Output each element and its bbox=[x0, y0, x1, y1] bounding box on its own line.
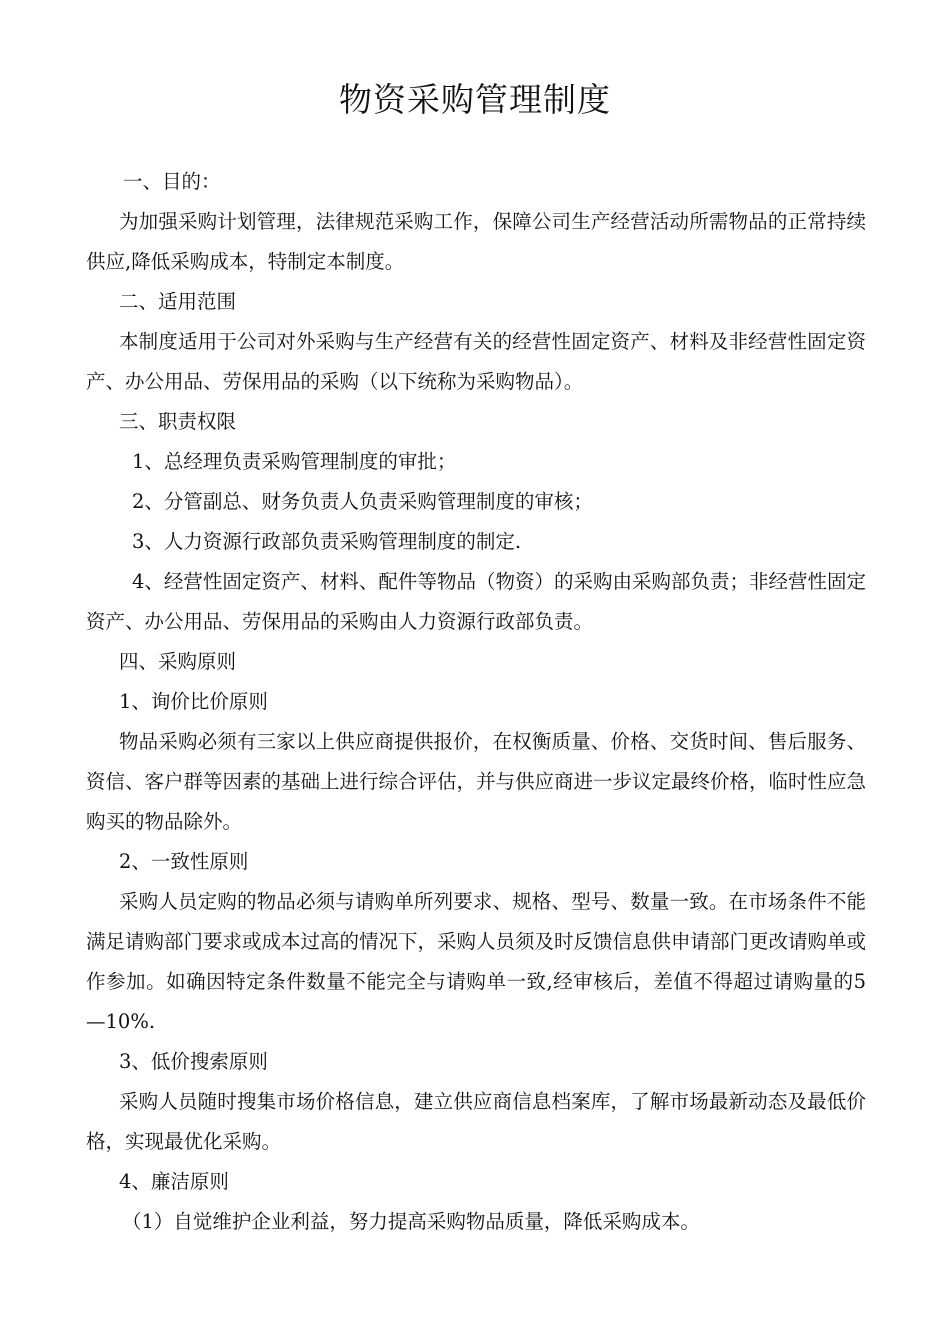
paragraph-low-price-principle: 采购人员随时搜集市场价格信息，建立供应商信息档案库，了解市场最新动态及最低价格，实现最优化采购。 bbox=[86, 1090, 866, 1153]
subheading-consistency-principle: 2、一致性原则 bbox=[119, 850, 249, 873]
subheading-integrity-principle: 4、廉洁原则 bbox=[119, 1170, 229, 1193]
subheading-inquiry-principle: 1、询价比价原则 bbox=[119, 690, 268, 713]
section-heading-responsibilities: 三、职责权限 bbox=[119, 410, 237, 433]
paragraph-purpose: 为加强采购计划管理，法律规范采购工作，保障公司生产经营活动所需物品的正常持续供应,降低采购成本，特制定本制度。 bbox=[86, 210, 866, 273]
paragraph-scope: 本制度适用于公司对外采购与生产经营有关的经营性固定资产、材料及非经营性固定资产、办公用品、劳保用品的采购（以下统称为采购物品）。 bbox=[86, 330, 866, 393]
paragraph-inquiry-principle: 物品采购必须有三家以上供应商提供报价，在权衡质量、价格、交货时间、售后服务、资信、客户群等因素的基础上进行综合评估，并与供应商进一步议定最终价格，临时性应急购买的物品除外。 bbox=[86, 730, 867, 833]
document-title: 物资采购管理制度 bbox=[339, 80, 611, 119]
list-item-responsibility-2: 2、分管副总、财务负责人负责采购管理制度的审核； bbox=[132, 490, 593, 513]
paragraph-consistency-principle: 采购人员定购的物品必须与请购单所列要求、规格、型号、数量一致。在市场条件不能满足请购部门要求或成本过高的情况下，采购人员须及时反馈信息供申请部门更改请购单或作参加。如确因特定条件数量不能完全与请购单一致,经审核后，差值不得超过请购量的5 —10%. bbox=[86, 890, 867, 1033]
subheading-low-price-principle: 3、低价搜索原则 bbox=[119, 1050, 268, 1073]
list-item-integrity-1: （1）自觉维护企业利益，努力提高采购物品质量，降低采购成本。 bbox=[122, 1210, 700, 1233]
document-body bbox=[86, 162, 866, 1242]
list-item-responsibility-3: 3、人力资源行政部负责采购管理制度的制定. bbox=[132, 530, 522, 553]
section-heading-principles: 四、采购原则 bbox=[119, 650, 237, 673]
list-item-responsibility-4: 4、经营性固定资产、材料、配件等物品（物资）的采购由采购部负责；非经营性固定资产、办公用品、劳保用品的采购由人力资源行政部负责。 bbox=[86, 570, 866, 633]
section-heading-purpose: 一、目的： bbox=[123, 170, 221, 193]
section-heading-scope: 二、适用范围 bbox=[119, 290, 237, 313]
list-item-responsibility-1: 1、总经理负责采购管理制度的审批； bbox=[132, 450, 457, 473]
